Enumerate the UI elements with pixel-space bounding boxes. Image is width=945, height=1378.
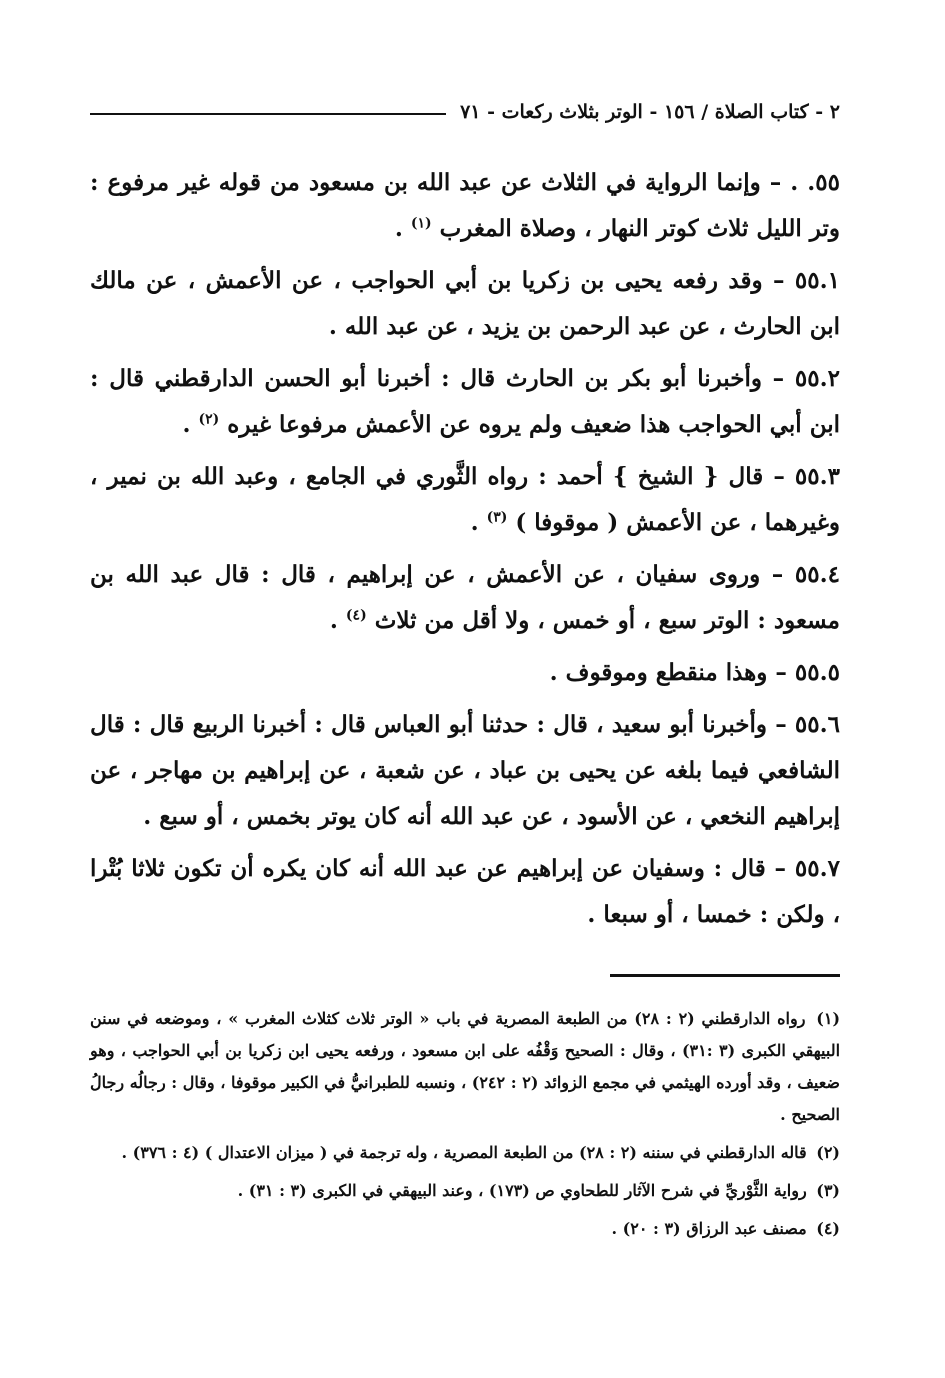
main-text <box>90 160 840 938</box>
paragraph-55-4: ٥٥.٤ – وروى سفيان ، عن الأعمش ، عن إبراهيم ، قال : قال عبد الله بن مسعود : الوتر سبع ، أو خمس ، ولا أقل من ثلاث $^{(٤)}$ . <box>90 561 840 634</box>
paragraph-55-5: ٥٥.٥ – وهذا منقطع وموقوف . <box>549 659 840 686</box>
footnote-4: (٤) مصنف عبد الرزاق (٣ : ٢٠) . <box>611 1219 840 1238</box>
paragraph-55-1: ٥٥.١ – وقد رفعه يحيى بن زكريا بن أبي الحواجب ، عن الأعمش ، عن مالك ابن الحارث ، عن عبد الرحمن بن يزيد ، عن عبد الله . <box>90 267 840 340</box>
paragraph-55-0: ٥٥. . – وإنما الرواية في الثلاث عن عبد الله بن مسعود من قوله غير مرفوع : وتر الليل ثلاث كوتر النهار ، وصلاة المغرب $^{(١)}$ . <box>90 169 840 242</box>
page-header <box>90 92 840 132</box>
footnote-ref: (١) <box>410 215 432 232</box>
paragraph-55-7: ٥٥.٧ – قال : وسفيان عن إبراهيم عن عبد الله أنه كان يكره أن تكون ثلاثا بُتْرا ، ولكن : خمسا ، أو سبعا . <box>90 855 840 928</box>
paragraph-55-2: ٥٥.٢ – وأخبرنا أبو بكر بن الحارث قال : أخبرنا أبو الحسن الدارقطني قال : ابن أبي الحواجب هذا ضعيف ولم يروه عن الأعمش مرفوعا غيره $^{(٢)}$ . <box>90 365 840 438</box>
footnote-separator <box>610 974 840 977</box>
paragraph-55-6: ٥٥.٦ – وأخبرنا أبو سعيد ، قال : حدثنا أبو العباس قال : أخبرنا الربيع قال : قال الشافعي فيما بلغه عن يحيى بن عباد ، عن شعبة ، عن إبراهيم بن مهاجر ، عن إبراهيم النخعي ، عن الأسود ، عن عبد الله أنه كان يوتر بخمس ، أو سبع . <box>90 711 840 830</box>
footnote-ref: (٤) <box>345 607 367 624</box>
book-page <box>90 92 840 1251</box>
footnote-ref: (٢) <box>198 411 220 428</box>
footnote-1: (١) رواه الدارقطني (٢ : ٢٨) من الطبعة المصرية في باب « الوتر ثلاث كثلاث المغرب » ، وموضعه في سنن البيهقي الكبرى (٣ :٣١) ، وقال : الصحيح وَقْفُه على ابن مسعود ، ورفعه يحيى ابن زكريا بن أبي الحواجب ، وهو ضعيف ، وقد أورده الهيثمي في مجمع الزوائد (٢ : ٢٤٢) ، ونسبه للطبرانيُّ في الكبير موقوفا ، وقال : رجالُه رجالُ الصحيح . <box>90 1009 841 1124</box>
paragraph-55-3: ٥٥.٣ – قال { الشيخ } أحمد : رواه الثَّوري في الجامع ، وعبد الله بن نمير ، وغيرهما ، عن الأعمش ( موقوفا ) $^{(٣)}$ . <box>90 463 840 536</box>
footnote-ref: (٣) <box>486 509 508 526</box>
running-header-title: ٢ - كتاب الصلاة / ١٥٦ - الوتر بثلاث ركعات - ٧١ <box>460 101 840 123</box>
footnote-2: (٢) قاله الدارقطني في سننه (٢ : ٢٨) من الطبعة المصرية ، وله ترجمة في ( ميزان الاعتدال ) (٤ : ٣٧٦) . <box>121 1143 840 1162</box>
header-rule <box>90 113 446 115</box>
footnote-3: (٣) رواية الثَّوْريِّ في شرح الآثار للطحاوي ص (١٧٣) ، وعند البيهقي في الكبرى (٣ : ٣١) . <box>237 1181 840 1200</box>
footnotes <box>90 1003 840 1245</box>
